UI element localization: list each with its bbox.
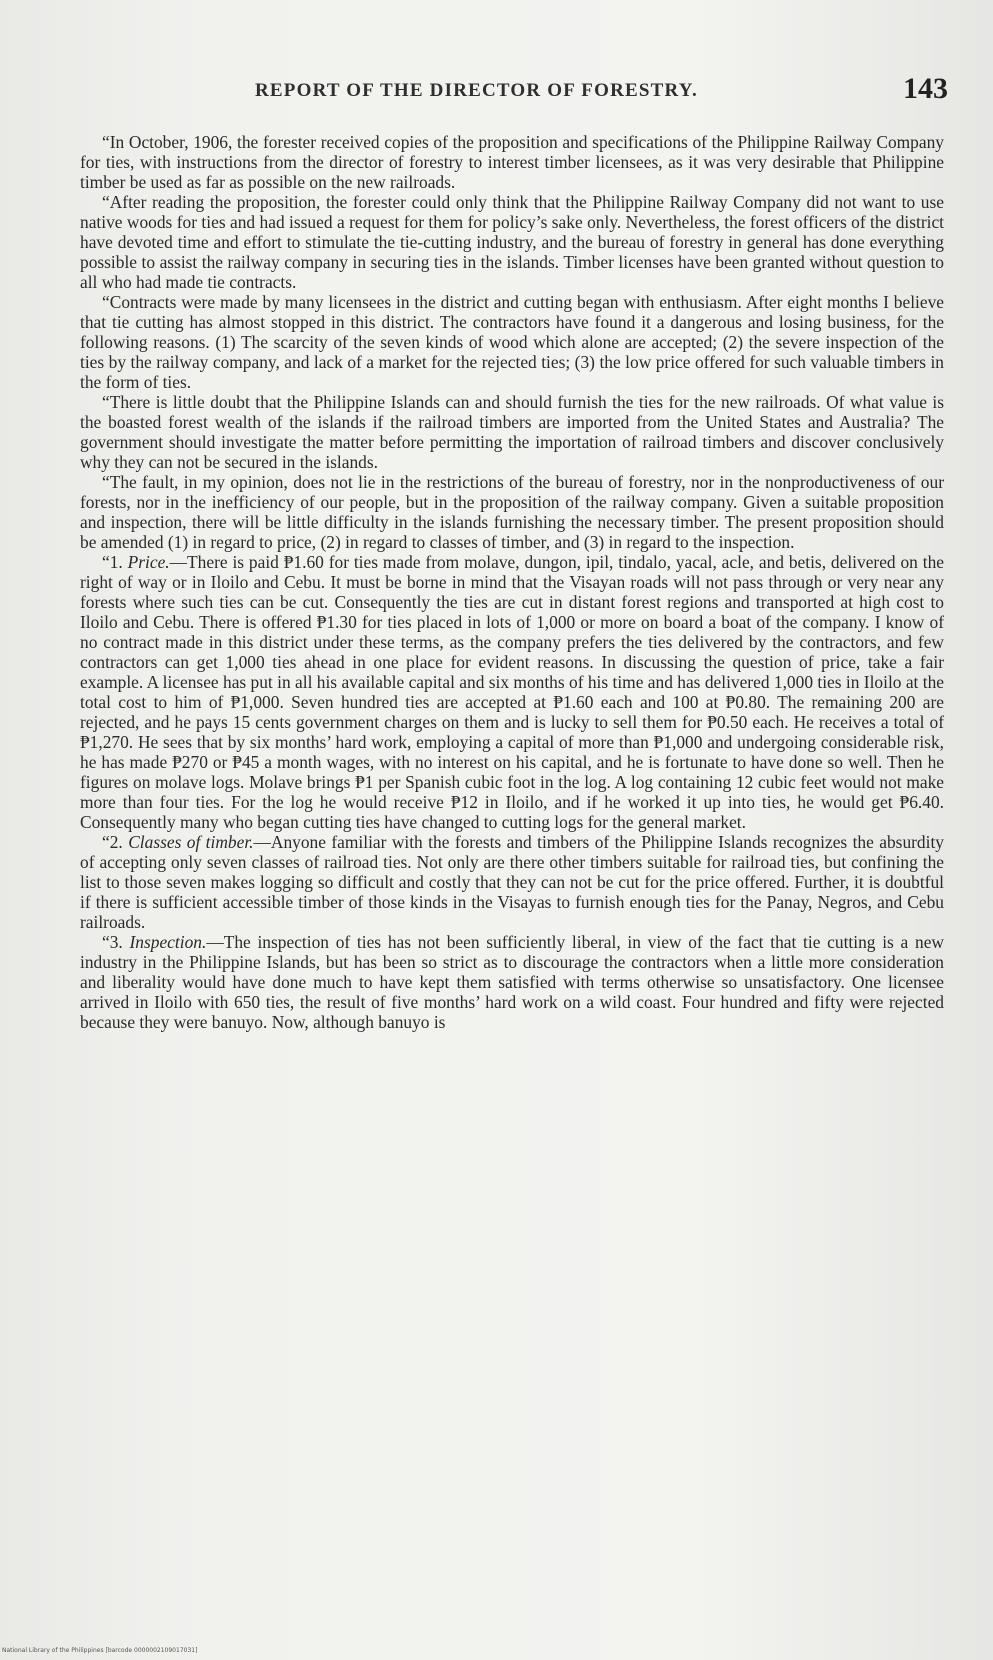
section-inspection <box>80 932 944 1032</box>
section-body: —There is paid ₱1.60 for ties made from molave, dungon, ipil, tindalo, yacal, acle, and betis, delivered on the right of way or in Iloilo and Cebu. It must be borne in mind that the Visayan roads will not pass through or very near any forests where such ties can be cut. Consequently the ties are cut in distant forest regions and transported at high cost to Iloilo and Cebu. There is offered ₱1.30 for ties placed in lots of 1,000 or more on board a boat of the company. I know of no contract made in this district under these terms, as the company prefers the ties delivered by the contractors, and few contractors can get 1,000 ties ahead in one place for evident reasons. In discussing the question of price, take a fair example. A licensee has put in all his available capital and six months of his time and has delivered 1,000 ties in Iloilo at the total cost to him of ₱1,000. Seven hundred ties are accepted at ₱1.60 each and 100 at ₱0.80. The remaining 200 are rejected, and he pays 15 cents government charges on them and is lucky to sell them for ₱0.50 each. He receives a total of ₱1,270. He sees that by six months’ hard work, employing a capital of more than ₱1,000 and undergoing considerable risk, he has made ₱270 or ₱45 a month wages, with no interest on his capital, and he is fortunate to have done so well. Then he figures on molave logs. Molave brings ₱1 per Spanish cubic foot in the log. A log containing 12 cubic feet would not make more than four ties. For the log he would receive ₱12 in Iloilo, and if he worked it up into ties, he would get ₱6.40. Consequently many who began cutting ties have changed to cutting logs for the general market. <box>80 552 944 832</box>
section-body: —The inspection of ties has not been sufficiently liberal, in view of the fact that tie cutting is a new industry in the Philippine Islands, but has been so strict as to discourage the contractors when a little more consideration and liberality would have done much to have kept them satisfied with terms otherwise so unsatisfactory. One licensee arrived in Iloilo with 650 ties, the result of five months’ hard work on a wild coast. Four hundred and fifty were rejected because they were banuyo. Now, although banuyo is <box>80 932 944 1032</box>
paragraph: “The fault, in my opinion, does not lie in the restrictions of the bureau of forestry, nor in the nonproductiveness of our forests, nor in the inefficiency of our people, but in the proposition of the railway company. Given a suitable proposition and inspection, there will be little difficulty in the islands furnishing the necessary timber. The present proposition should be amended (1) in regard to price, (2) in regard to classes of timber, and (3) in regard to the inspection. <box>80 472 944 552</box>
page-header <box>80 68 948 108</box>
paragraph: “Contracts were made by many licensees in the district and cutting began with enthusiasm. After eight months I believe that tie cutting has almost stopped in this district. The contractors have found it a dangerous and losing business, for the following reasons. (1) The scarcity of the seven kinds of wood which alone are accepted; (2) the severe inspection of the ties by the railway company, and lack of a market for the rejected ties; (3) the low price offered for such valuable timbers in the form of ties. <box>80 292 944 392</box>
paragraph: “In October, 1906, the forester received copies of the proposition and specifications of the Philippine Railway Company for ties, with instructions from the director of forestry to interest timber licensees, as it was very desirable that Philippine timber be used as far as possible on the new railroads. <box>80 132 944 192</box>
section-title: Price. <box>127 552 170 572</box>
paragraph: “There is little doubt that the Philippine Islands can and should furnish the ties for the new railroads. Of what value is the boasted forest wealth of the islands if the railroad timbers are imported from the United States and Australia? The government should investigate the matter before permitting the importation of railroad timbers and discover conclusively why they can not be secured in the islands. <box>80 392 944 472</box>
section-body: —Anyone familiar with the forests and timbers of the Philippine Islands recognizes the absurdity of accepting only seven classes of railroad ties. Not only are there other timbers suitable for railroad ties, but confining the list to those seven makes logging so difficult and costly that they can not be cut for the price offered. Further, it is doubtful if there is sufficient accessible timber of those kinds in the Visayas to furnish enough ties for the Panay, Negros, and Cebu railroads. <box>80 832 944 932</box>
section-lead: “3. <box>102 932 130 952</box>
section-price <box>80 552 944 832</box>
library-credit: National Library of the Philippines [barcode 0000002109017031] <box>2 1647 198 1654</box>
running-head: REPORT OF THE DIRECTOR OF FORESTRY. <box>255 80 698 101</box>
section-classes-of-timber <box>80 832 944 932</box>
section-title: Inspection. <box>129 932 207 952</box>
paragraph: “After reading the proposition, the forester could only think that the Philippine Railway Company did not want to use native woods for ties and had issued a request for them for policy’s sake only. Nevertheless, the forest officers of the district have devoted time and effort to stimulate the tie-cutting industry, and the bureau of forestry in general has done everything possible to assist the railway company in securing ties in the islands. Timber licenses have been granted without question to all who had made tie contracts. <box>80 192 944 292</box>
section-lead: “2. <box>102 832 129 852</box>
section-lead: “1. <box>102 552 128 572</box>
body-text <box>80 132 944 1032</box>
page-number: 143 <box>903 72 948 105</box>
section-title: Classes of timber. <box>128 832 254 852</box>
